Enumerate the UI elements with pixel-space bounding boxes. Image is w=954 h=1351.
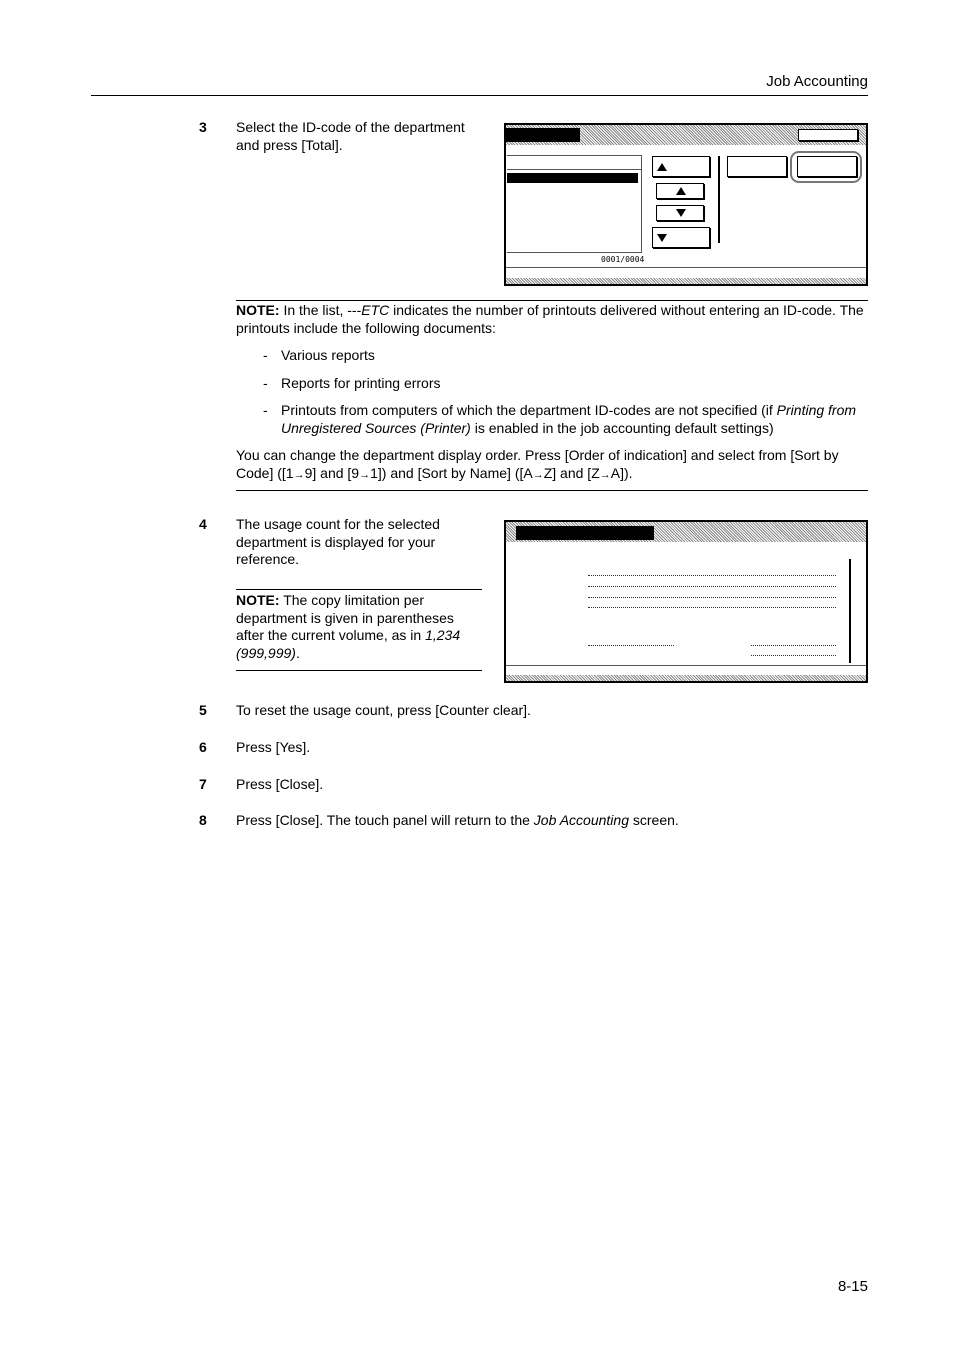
vertical-divider xyxy=(849,559,851,663)
bottom-band xyxy=(506,278,866,284)
page-indicator: 0001/0004 xyxy=(601,255,645,264)
note-rule-bottom xyxy=(236,670,482,671)
note-paragraph: NOTE: The copy limitation per department is given in parentheses after the current volume, as in 1,234 (999,999). xyxy=(236,592,461,661)
up-arrow-icon xyxy=(657,163,667,171)
down-arrow-icon xyxy=(657,234,667,242)
bottom-band xyxy=(506,675,866,681)
step-number: 3 xyxy=(199,119,207,135)
count-row xyxy=(588,607,836,608)
bullet-marker: - xyxy=(263,375,268,391)
step-text: Select the ID-code of the department and press [Total]. xyxy=(236,119,465,153)
note-label: NOTE: xyxy=(236,592,280,608)
step-text: To reset the usage count, press [Counter clear]. xyxy=(236,702,531,718)
bullet-marker: - xyxy=(263,402,268,418)
arrow-icon: → xyxy=(599,468,611,481)
running-header: Job Accounting xyxy=(766,73,868,90)
step-text: Press [Close]. xyxy=(236,776,324,792)
arrow-icon: → xyxy=(532,468,544,481)
close-button[interactable] xyxy=(798,129,858,141)
header-rule xyxy=(91,95,868,96)
count-row xyxy=(588,575,836,576)
selected-list-item[interactable] xyxy=(507,173,638,183)
status-rule xyxy=(506,267,866,268)
count-row xyxy=(751,655,836,656)
step-number: 7 xyxy=(199,776,207,792)
department-list[interactable] xyxy=(507,155,642,253)
vertical-divider xyxy=(718,156,720,243)
note-label: NOTE: xyxy=(236,302,280,318)
list-header-rule xyxy=(507,169,641,170)
up-arrow-icon xyxy=(676,187,686,195)
bullet-text: Various reports xyxy=(281,347,375,363)
step-number: 6 xyxy=(199,739,207,755)
arrow-icon: → xyxy=(359,468,371,481)
step-number: 4 xyxy=(199,516,207,532)
sort-down-button[interactable] xyxy=(652,227,710,248)
order-paragraph: You can change the department display order. Press [Order of indication] and select from [Sort by Code] ([1→9] and [9→1]) and [Sort by Name] ([A→Z] and [Z→A]). xyxy=(236,447,839,481)
note-rule-bottom xyxy=(236,490,868,491)
down-arrow-icon xyxy=(676,209,686,217)
count-row xyxy=(588,645,674,646)
step-text: The usage count for the selected department is displayed for your reference. xyxy=(236,516,440,567)
status-rule xyxy=(506,665,866,666)
step-text: Press [Close]. The touch panel will return to the Job Accounting screen. xyxy=(236,812,679,828)
department-list-screen xyxy=(504,123,868,286)
page-number: 8-15 xyxy=(837,1278,868,1295)
sort-up-button[interactable] xyxy=(652,156,710,177)
scroll-down-button[interactable] xyxy=(656,205,704,221)
total-button[interactable] xyxy=(797,156,857,177)
count-row xyxy=(588,586,836,587)
step-number: 5 xyxy=(199,702,207,718)
bullet-text: Reports for printing errors xyxy=(281,375,441,391)
note-paragraph: NOTE: In the list, ---ETC indicates the number of printouts delivered without entering an ID-code. The printouts include the following documents: xyxy=(236,302,864,336)
screen-title-block xyxy=(506,128,580,142)
scroll-up-button[interactable] xyxy=(656,183,704,199)
bullet-marker: - xyxy=(263,347,268,363)
count-row xyxy=(588,597,836,598)
bullet-text: Printouts from computers of which the department ID-codes are not specified (if Printing from Unregistered Sources (Printer) is enabled in the job accounting default settings) xyxy=(281,402,857,436)
count-row xyxy=(751,645,836,646)
step-text: Press [Yes]. xyxy=(236,739,311,755)
arrow-icon: → xyxy=(293,468,305,481)
order-of-indication-button[interactable] xyxy=(727,156,787,177)
note-rule-top xyxy=(236,589,482,590)
step-number: 8 xyxy=(199,812,207,828)
screen-title-block xyxy=(516,526,654,540)
note-rule-top xyxy=(236,300,868,301)
usage-count-screen xyxy=(504,520,868,683)
